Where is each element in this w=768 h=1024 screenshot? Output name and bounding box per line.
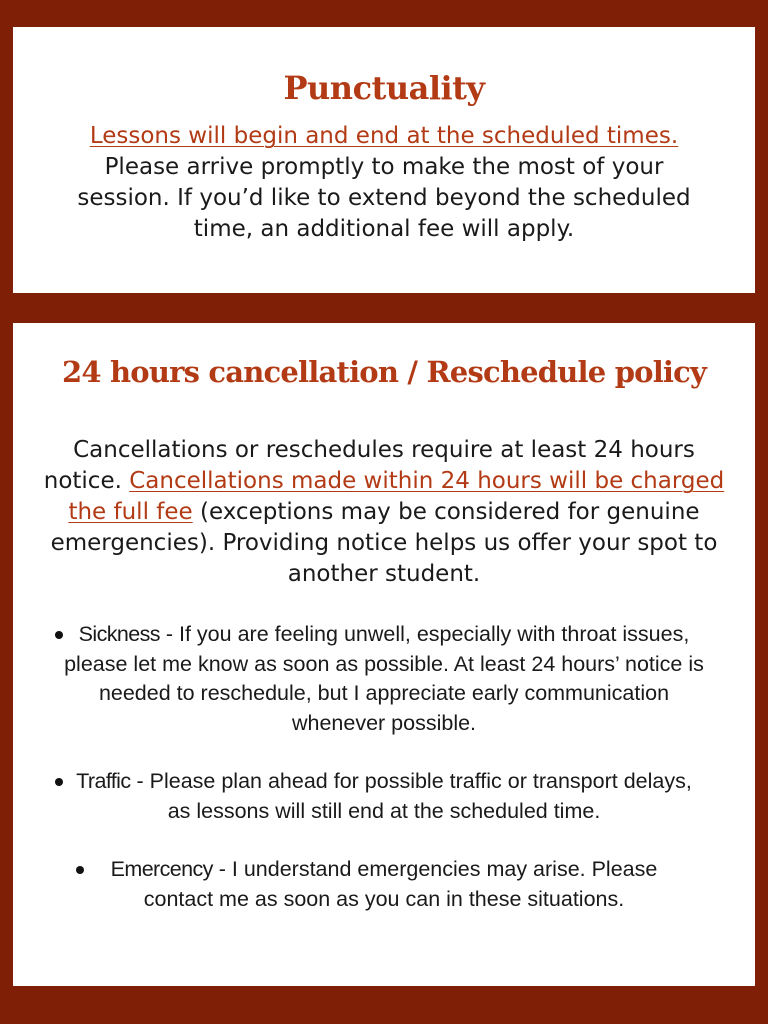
bullet-term: Emercency <box>110 857 213 881</box>
policy-title: 24 hours cancellation / Reschedule policy <box>61 355 707 389</box>
bullet-text: - I understand emergencies may arise. Please contact me as soon as you can in these situations. <box>143 857 658 911</box>
punctuality-card <box>13 27 755 293</box>
bullet-text: - If you are feeling unwell, especially with throat issues, please let me know as soon as possible. At least 24 hours’ notice is needed to reschedule, but I appreciate early communication whenever possible. <box>64 622 704 735</box>
bullet-text: - Please plan ahead for possible traffic or transport delays, as lessons will still end at the scheduled time. <box>130 769 692 823</box>
cancellation-policy-card <box>13 323 755 986</box>
bullet-term: Traffic <box>76 769 131 793</box>
punctuality-paragraph <box>64 121 704 245</box>
policy-intro-text-end: (exceptions may be considered for genuine emergencies). Providing notice helps us offer your spot to another student. <box>50 499 718 587</box>
bullet-item-traffic <box>64 767 704 826</box>
bullet-item-emergency <box>84 855 684 914</box>
bullet-dot-icon <box>76 866 84 874</box>
policy-bullet-list <box>13 620 755 914</box>
policy-intro-paragraph <box>34 435 734 590</box>
bullet-term: Sickness <box>78 622 160 646</box>
punctuality-body: Please arrive promptly to make the most of your session. If you’d like to extend beyond the scheduled time, an additional fee will apply. <box>77 154 691 242</box>
policy-intro-text: Cancellations or reschedules require at least 24 hours notice. <box>43 437 695 494</box>
bullet-item-sickness <box>59 620 709 738</box>
punctuality-highlight: Lessons will begin and end at the scheduled times. <box>89 123 679 149</box>
bullet-dot-icon <box>55 631 63 639</box>
policy-intro-highlight: Cancellations made within 24 hours will be charged the full fee <box>68 468 725 525</box>
punctuality-title: Punctuality <box>283 69 485 107</box>
bullet-dot-icon <box>55 778 63 786</box>
